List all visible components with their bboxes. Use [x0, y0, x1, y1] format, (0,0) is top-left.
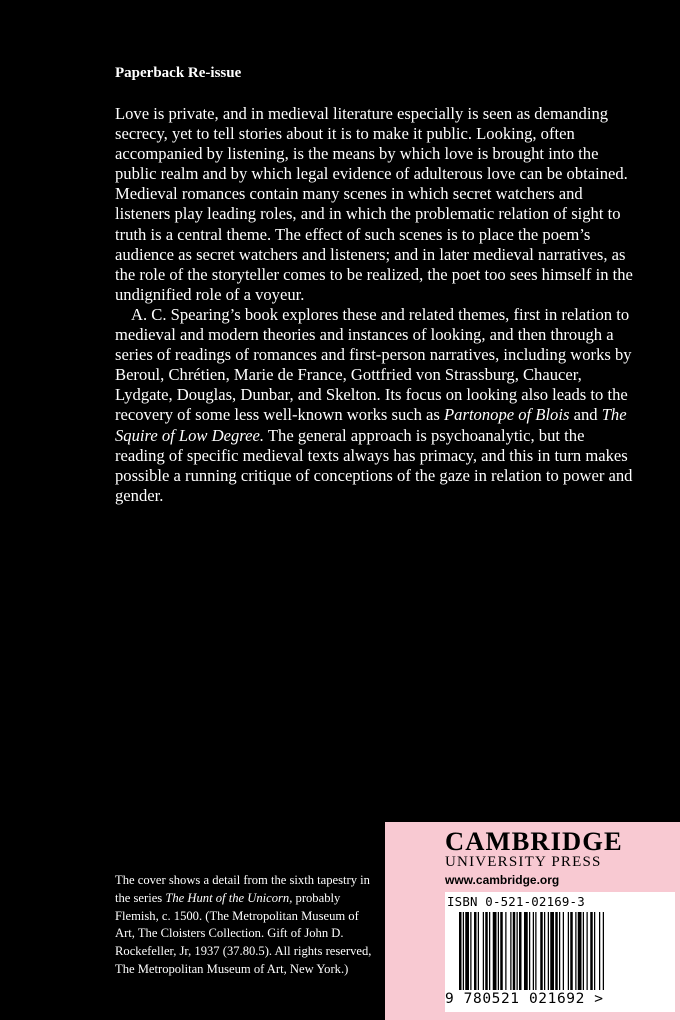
barcode-icon — [445, 912, 675, 992]
tapestry-title: The Hunt of the Unicorn, — [165, 890, 293, 905]
publisher-logo-name: CAMBRIDGE — [445, 826, 623, 856]
credit-text: The cover shows a detail from the sixth tapestry in the series — [115, 873, 370, 905]
publisher-panel — [385, 822, 680, 1020]
work-title-partonope: Partonope of Blois — [444, 405, 570, 425]
description-paragraph-1: Love is private, and in medieval literature especially is seen as demanding secrecy, yet to tell stories about it is to make it public. Looking, often accompanied by listening, is the means by which love is brought into the public realm and by which legal evidence of adulterous love can be obtained. Medieval romances contain many scenes in which secret watchers and listeners play leading roles, and in which the problematic relation of sight to truth is a central theme. The effect of such scenes is to place the poem’s audience as secret watchers and listeners; and in later medieval narratives, as the role of the storyteller comes to be realized, the poet too sees himself in the undignified role of a voyeur. — [115, 104, 633, 304]
barcode-block — [445, 892, 675, 1012]
book-description — [115, 104, 635, 506]
publisher-logo-press: UNIVERSITY PRESS — [445, 854, 602, 870]
isbn-number: ISBN 0-521-02169-3 — [447, 894, 585, 909]
ean-digits: 9 780521 021692 > — [445, 991, 604, 1007]
description-text: and — [573, 405, 598, 425]
description-paragraph-2 — [115, 305, 635, 506]
description-text: A. C. Spearing’s book explores these and related themes, first in relation to medieval and modern theories and instances of looking, and then through a series of readings of romances and first-person narratives, including works by Beroul, Chrétien, Marie de France, Gottfried von Strassburg, Chaucer, Lydgate, Douglas, Dunbar, and Skelton. Its focus on looking also leads to the recovery of some less well-known works such as — [115, 304, 632, 425]
credit-text: probably Flemish, c. 1500. (The Metropolitan Museum of Art, The Cloisters Collection. Gift of John D. Rockefeller, Jr, 1937 (37.80.5). All rights reserved, The Metropolitan Museum of Art, New York.) — [115, 890, 372, 976]
description-text: The general approach is psychoanalytic, but the reading of specific medieval texts always has primacy, and this in turn makes possible a running critique of conceptions of the gaze in relation to power and gender. — [115, 425, 633, 505]
publisher-url: www.cambridge.org — [445, 873, 560, 887]
cover-credit — [115, 872, 377, 979]
reissue-heading: Paperback Re-issue — [115, 65, 242, 81]
work-title-squire: The Squire of Low Degree. — [115, 405, 627, 445]
